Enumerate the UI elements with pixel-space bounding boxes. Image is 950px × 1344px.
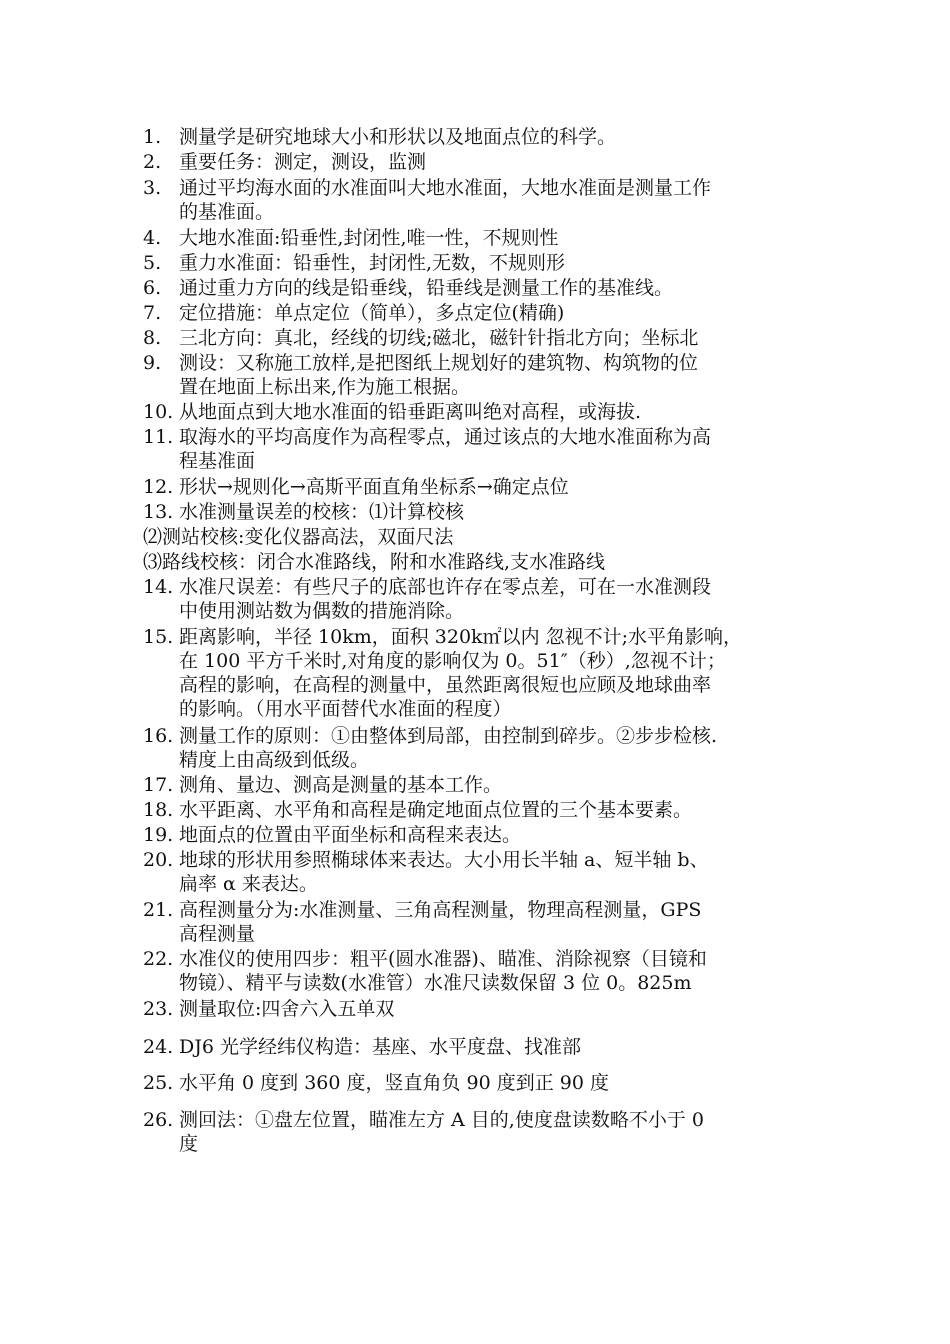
item-number: 12.	[143, 476, 174, 498]
item-number: 18.	[143, 799, 174, 821]
item-text: 地面点的位置由平面坐标和高程来表达。	[179, 824, 522, 846]
item-text: 精度上由高级到低级。	[179, 749, 370, 771]
item-number: 26.	[143, 1109, 174, 1131]
item-number: 5.	[143, 252, 162, 274]
item-text: 高程测量	[179, 923, 256, 945]
item-text: 置在地面上标出来,作为施工根据。	[179, 376, 471, 398]
item-text: 水准测量误差的校核：⑴计算校核	[179, 501, 465, 523]
item-text: 水平距离、水平角和高程是确定地面点位置的三个基本要素。	[179, 799, 693, 821]
item-text: 水准仪的使用四步：粗平(圆水准器)、瞄准、消除视察（目镜和	[179, 948, 707, 970]
item-text: 水准尺误差：有些尺子的底部也许存在零点差，可在一水准测段	[179, 576, 712, 598]
item-text: 测量工作的原则：①由整体到局部，由控制到碎步。②步步检核.	[179, 725, 718, 747]
item-text: 测量取位:四舍六入五单双	[179, 998, 395, 1020]
item-number: 8.	[143, 327, 162, 349]
item-text: 的基准面。	[179, 201, 275, 223]
item-text: 从地面点到大地水准面的铅垂距离叫绝对高程，或海拔.	[179, 401, 642, 423]
item-text: 定位措施：单点定位（简单），多点定位(精确)	[179, 302, 565, 324]
item-number: 13.	[143, 501, 174, 523]
item-number: 4.	[143, 227, 162, 249]
item-number: 7.	[143, 302, 162, 324]
item-number: 23.	[143, 998, 174, 1020]
item-text: 大地水准面:铅垂性,封闭性,唯一性，不规则性	[179, 227, 559, 249]
item-number: 14.	[143, 576, 174, 598]
item-text: 距离影响，半径 10km，面积 320k㎡以内 忽视不计;水平角影响，	[179, 626, 743, 648]
item-number: 17.	[143, 774, 174, 796]
item-text: 高程的影响，在高程的测量中，虽然距离很短也应顾及地球曲率	[179, 674, 712, 696]
item-text: 重要任务：测定，测设，监测	[179, 151, 427, 173]
item-text: 通过平均海水面的水准面叫大地水准面，大地水准面是测量工作	[179, 177, 712, 199]
item-text: 扁率 α 来表达。	[179, 873, 318, 895]
item-number: 22.	[143, 948, 174, 970]
item-text: 高程测量分为:水准测量、三角高程测量，物理高程测量，GPS	[179, 899, 702, 921]
item-number: 20.	[143, 849, 174, 871]
item-text: 通过重力方向的线是铅垂线，铅垂线是测量工作的基准线。	[179, 277, 674, 299]
sub-item: ⑵测站校核:变化仪器高法，双面尺法	[143, 526, 454, 548]
item-text: 程基准面	[179, 450, 256, 472]
item-number: 19.	[143, 824, 174, 846]
item-number: 21.	[143, 899, 174, 921]
item-text: 形状→规则化→高斯平面直角坐标系→确定点位	[179, 476, 569, 498]
item-number: 16.	[143, 725, 174, 747]
item-text: 测角、量边、测高是测量的基本工作。	[179, 774, 503, 796]
item-text: 测回法：①盘左位置，瞄准左方 A 目的,使度盘读数略不小于 0	[179, 1109, 704, 1131]
item-number: 11.	[143, 426, 174, 448]
sub-item: ⑶路线校核：闭合水准路线，附和水准路线,支水准路线	[143, 551, 606, 573]
item-text: 物镜）、精平与读数(水准管）水准尺读数保留 3 位 0。825m	[179, 972, 692, 994]
item-number: 1.	[143, 126, 162, 148]
item-text: 三北方向：真北，经线的切线;磁北，磁针针指北方向；坐标北	[179, 327, 699, 349]
item-number: 3.	[143, 177, 162, 199]
item-text: 度	[179, 1133, 199, 1155]
item-text: DJ6 光学经纬仪构造：基座、水平度盘、找准部	[179, 1036, 581, 1058]
item-number: 24.	[143, 1036, 174, 1058]
item-text: 取海水的平均高度作为高程零点，通过该点的大地水准面称为高	[179, 426, 712, 448]
item-number: 10.	[143, 401, 174, 423]
item-number: 25.	[143, 1072, 174, 1094]
item-text: 重力水准面：铅垂性，封闭性,无数，不规则形	[179, 252, 566, 274]
item-number: 9.	[143, 352, 162, 374]
item-text: 的影响。（用水平面替代水准面的程度）	[179, 698, 512, 720]
item-text: 中使用测站数为偶数的措施消除。	[179, 600, 465, 622]
item-text: 测量学是研究地球大小和形状以及地面点位的科学。	[179, 126, 617, 148]
item-number: 2.	[143, 151, 162, 173]
item-text: 水平角 0 度到 360 度，竖直角负 90 度到正 90 度	[179, 1072, 610, 1094]
item-text: 测设：又称施工放样,是把图纸上规划好的建筑物、构筑物的位	[179, 352, 699, 374]
item-text: 地球的形状用参照椭球体来表达。大小用长半轴 a、短半轴 b、	[179, 849, 709, 871]
item-number: 15.	[143, 626, 174, 648]
item-text: 在 100 平方千米时,对角度的影响仅为 0。51″（秒）,忽视不计；	[179, 650, 726, 672]
item-number: 6.	[143, 277, 162, 299]
